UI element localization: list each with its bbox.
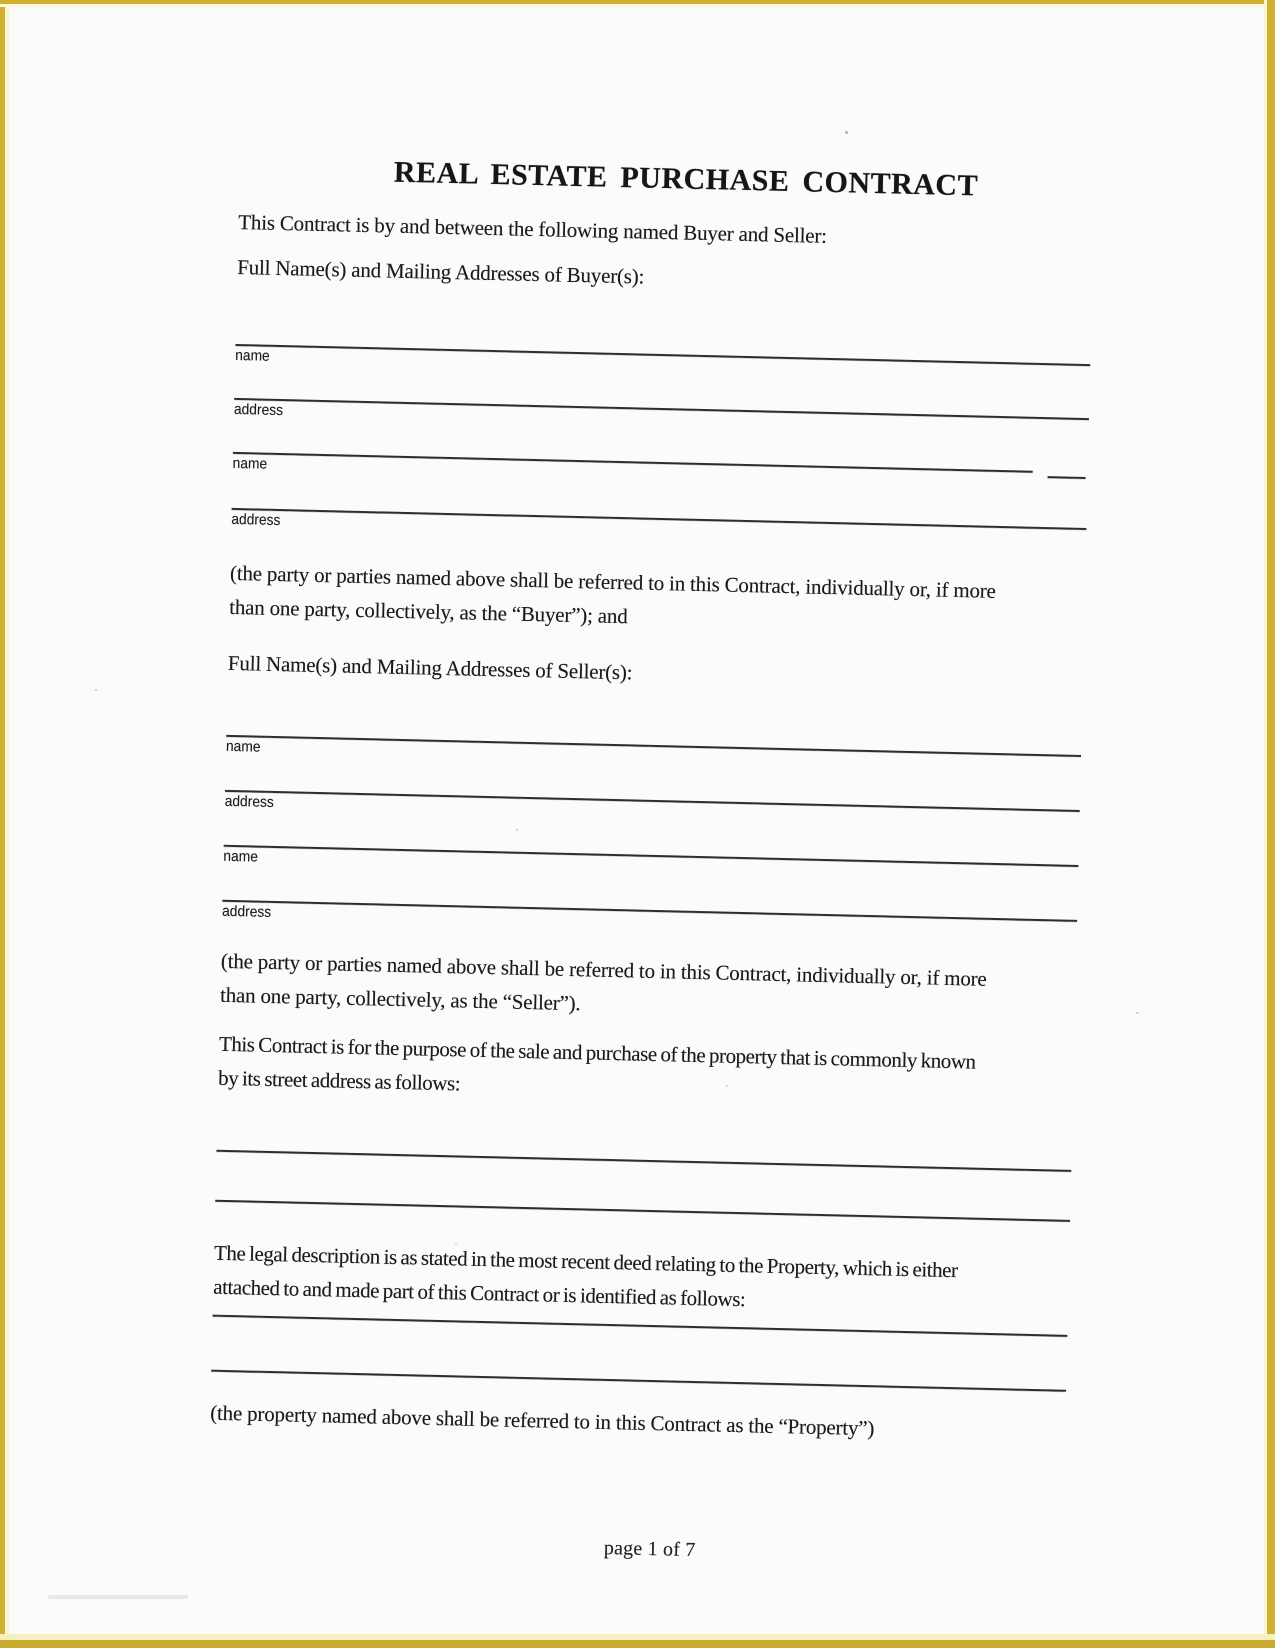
contract-document <box>206 152 1094 1602</box>
field-label: address <box>221 902 272 921</box>
property-note-paragraph: (the property named above shall be referred to in this Contract as the “Property”) <box>210 1400 875 1441</box>
scan-speck <box>516 829 518 831</box>
field-label: name <box>225 737 261 756</box>
page-number: page 1 of 7 <box>603 1536 696 1562</box>
scan-speck <box>726 1085 728 1087</box>
scan-speck <box>455 1243 457 1245</box>
page-border-top-inner <box>0 4 1275 7</box>
field-label: name <box>232 454 268 473</box>
buyer-address-line-1 <box>234 398 1089 420</box>
field-label: name <box>223 847 259 866</box>
seller-field-row <box>226 735 1081 776</box>
seller-name-line-2 <box>224 845 1079 867</box>
field-label: address <box>231 510 281 530</box>
buyer-address-line-2 <box>232 508 1087 530</box>
field-label: name <box>235 346 270 365</box>
seller-field-row <box>223 845 1078 886</box>
purpose-paragraph: This Contract is for the purpose of the sale and purchase of the property that is commonly known by its street address as follows: <box>217 1031 976 1096</box>
scan-smudge <box>48 1595 188 1599</box>
buyer-field-row <box>234 398 1089 439</box>
seller-field-row <box>222 900 1077 941</box>
field-label: address <box>224 792 274 811</box>
page-border-bottom <box>0 1640 1275 1648</box>
buyer-section-heading: Full Name(s) and Mailing Addresses of Buyer(s): <box>237 254 645 289</box>
seller-section-heading: Full Name(s) and Mailing Addresses of Seller(s): <box>227 650 633 685</box>
seller-address-line-2 <box>222 900 1077 922</box>
scan-speck <box>95 689 97 691</box>
page-border-left-inner <box>5 0 9 1648</box>
seller-address-line-1 <box>225 790 1080 812</box>
seller-name-line-1 <box>226 735 1081 757</box>
document-title: REAL ESTATE PURCHASE CONTRACT <box>393 155 979 203</box>
scan-speck <box>1136 1012 1139 1014</box>
street-address-line-1 <box>216 1150 1071 1172</box>
buyer-name-line-2 <box>233 452 1033 473</box>
legal-description-paragraph: The legal description is as stated in the most recent deed relating to the Property, which is either attached to and made part of this Contract or is identified as follows: <box>212 1240 958 1312</box>
legal-description-line-2 <box>211 1370 1066 1392</box>
page-border-right <box>1267 0 1275 1648</box>
scan-speck <box>845 131 848 134</box>
seller-field-row <box>224 790 1079 831</box>
buyer-field-row <box>232 452 1087 493</box>
page-border-right-inner <box>1264 0 1267 1648</box>
seller-note-paragraph: (the party or parties named above shall be referred to in this Contract, individually or, if more than one party, collectively, as the “Seller”). <box>219 948 987 1016</box>
buyer-note-paragraph: (the party or parties named above shall be referred to in this Contract, individually or, if more than one party, collectively, as the “Buyer”); and <box>228 560 997 629</box>
buyer-name-line-1 <box>235 344 1090 366</box>
field-label: address <box>233 400 284 420</box>
street-address-line-2 <box>215 1200 1070 1222</box>
buyer-field-row <box>235 344 1090 385</box>
buyer-field-row <box>231 508 1086 549</box>
intro-paragraph: This Contract is by and between the following named Buyer and Seller: <box>238 209 828 248</box>
